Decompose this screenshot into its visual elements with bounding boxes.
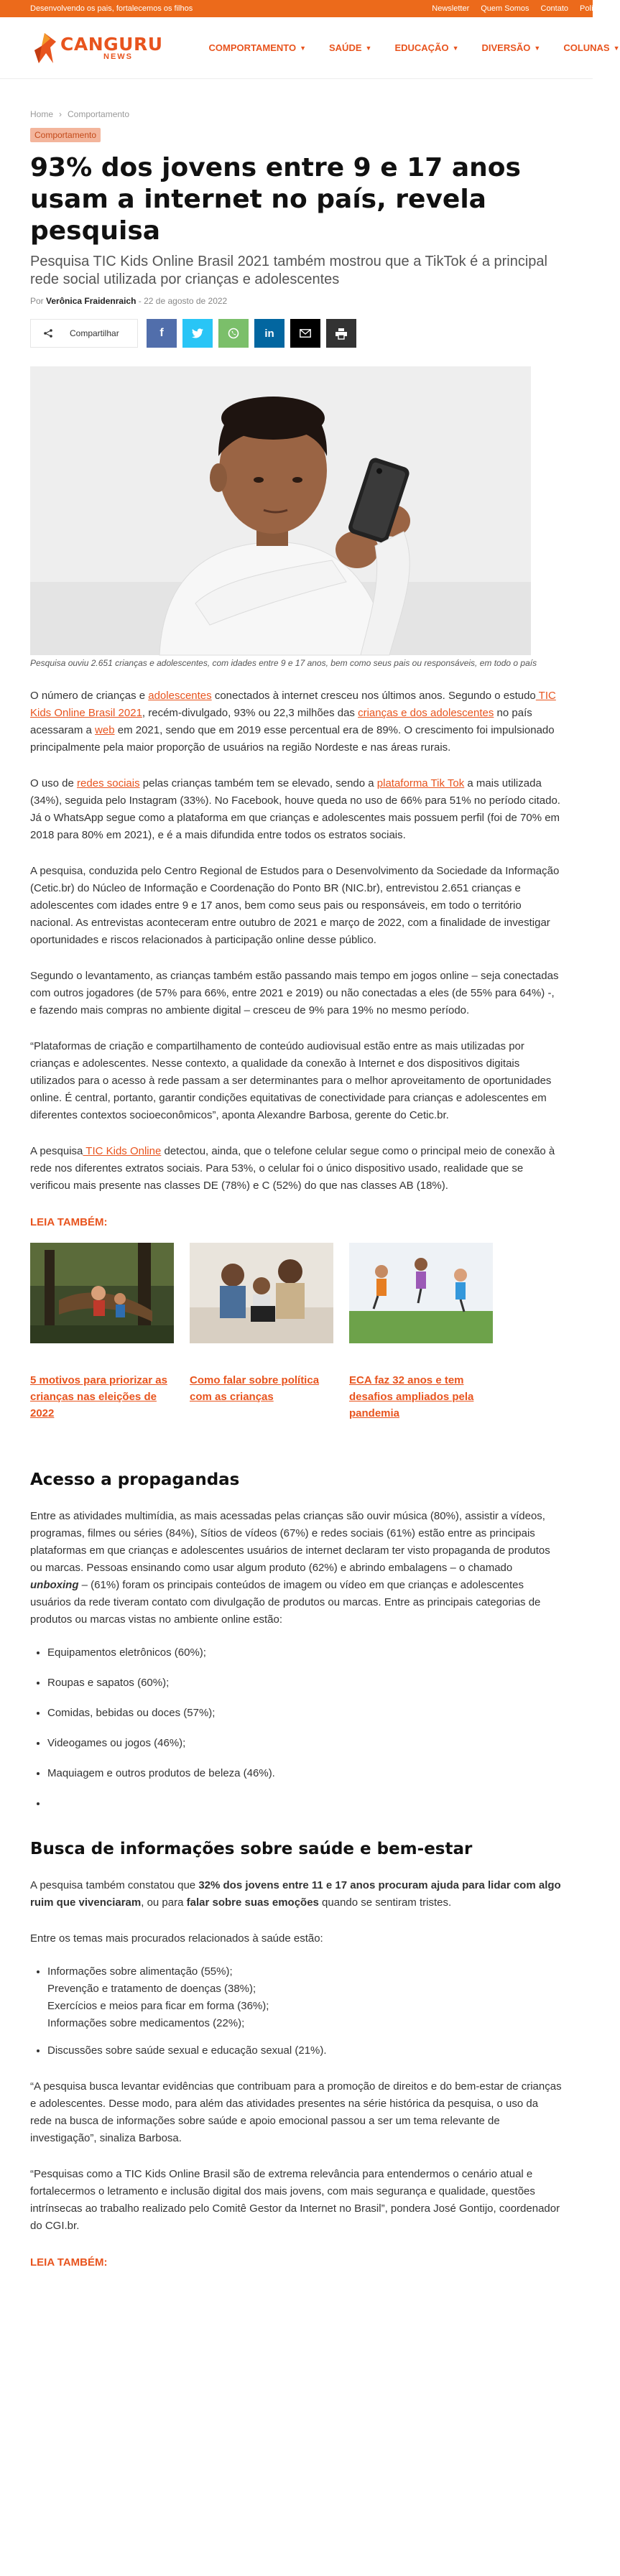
breadcrumb xyxy=(30,109,563,119)
hero-caption: Pesquisa ouviu 2.651 crianças e adolescentes, com idades entre 9 e 17 anos, bem como seus pais ou responsáveis, em todo o país xyxy=(30,658,537,668)
link-tic-kids-2021[interactable]: TIC Kids Online Brasil 2021 xyxy=(30,690,556,719)
page-title: 93% dos jovens entre 9 e 17 anos usam a internet no país, revela pesquisa xyxy=(30,153,521,246)
link-criancas-adolescentes[interactable]: crianças e dos adolescentes xyxy=(358,707,494,719)
whatsapp-icon xyxy=(228,328,239,339)
link-redes-sociais[interactable]: redes sociais xyxy=(77,777,140,789)
link-tic-kids-online[interactable]: TIC Kids Online xyxy=(83,1145,162,1157)
chevron-down-icon: ▼ xyxy=(613,44,620,52)
logo-brand: CANGURU xyxy=(60,33,163,55)
paragraph-1: O número de crianças e adolescentes conectados à internet cresceu nos últimos anos. Segundo o estudo TIC Kids Online Brasil 2021, recém-divulgado, 93% ou 22,3 milhões das crianças e dos adolescentes no país acessaram a web em 2021, sendo que em 2019 esse percentual era de 89%. O crescimento foi impulsionado principalmente pela maior proporção de usuários na região Nordeste e nas áreas rurais. xyxy=(30,690,556,754)
related-title-3[interactable]: ECA faz 32 anos e tem desafios ampliados pela pandemia xyxy=(349,1374,474,1419)
section-heading-propagandas: Acesso a propagandas xyxy=(30,1470,240,1489)
related-article-3[interactable] xyxy=(349,1243,493,1422)
list-item: • Videogames ou jogos (46%); xyxy=(47,1735,563,1752)
nav-saude[interactable]: SAÚDE ▼ xyxy=(329,42,372,53)
nav-educacao[interactable]: EDUCAÇÃO ▼ xyxy=(394,42,459,53)
kangaroo-logo-icon xyxy=(32,32,57,65)
paragraph-9: Entre os temas mais procurados relacionados à saúde estão: xyxy=(30,1932,323,1945)
related-thumbnail-1[interactable] xyxy=(30,1243,174,1343)
facebook-icon: f xyxy=(159,327,164,339)
site-logo[interactable] xyxy=(32,32,163,65)
top-bar xyxy=(0,0,601,17)
related-articles xyxy=(30,1243,563,1422)
list-item: • Maquiagem e outros produtos de beleza (46%). xyxy=(47,1765,563,1782)
health-topics-list xyxy=(30,1963,563,2060)
top-link-politica[interactable]: Polític xyxy=(580,4,601,13)
site-tagline: Desenvolvendo os pais, fortalecemos os filhos xyxy=(30,4,193,13)
chevron-down-icon: ▼ xyxy=(300,44,306,52)
paragraph-3: A pesquisa, conduzida pelo Centro Regional de Estudos para o Desenvolvimento da Sociedade da Informação (Cetic.br) do Núcleo de Informação e Coordenação do Ponto BR (NIC.br), entrevistou 2.651 crianças e adolescentes com idades entre 9 e 17 anos, bem como seus pais ou responsáveis, em todo o território nacional. As entrevistas aconteceram entre outubro de 2021 e março de 2022, com a finalidade de investigar oportunidades e riscos relacionados à participação online desse público. xyxy=(30,865,560,946)
link-web[interactable]: web xyxy=(95,724,115,736)
list-item-empty xyxy=(47,1795,563,1812)
nav-colunas[interactable]: COLUNAS ▼ xyxy=(563,42,620,53)
twitter-icon xyxy=(192,328,203,338)
related-thumbnail-3[interactable] xyxy=(349,1243,493,1343)
logo-sub: NEWS xyxy=(103,52,133,61)
list-item: • Informações sobre alimentação (55%); Prevenção e tratamento de doenças (38%); Exercícios e meios para ficar em forma (36%); Informações sobre medicamentos (22%); xyxy=(47,1963,563,2032)
top-links xyxy=(432,4,601,13)
whatsapp-share-button[interactable] xyxy=(218,319,249,348)
share-icon xyxy=(44,329,52,338)
linkedin-share-button[interactable] xyxy=(254,319,284,348)
chevron-down-icon: ▼ xyxy=(534,44,541,52)
envelope-icon xyxy=(300,329,311,338)
related-title-1[interactable]: 5 motivos para priorizar as crianças nas eleições de 2022 xyxy=(30,1374,167,1419)
leia-tambem-label-2: LEIA TAMBÉM: xyxy=(30,2256,108,2269)
article-subtitle: Pesquisa TIC Kids Online Brasil 2021 também mostrou que a TikTok é a principal rede social utilizada por crianças e adolescentes xyxy=(30,254,547,287)
chevron-down-icon: ▼ xyxy=(365,44,372,52)
related-article-1[interactable] xyxy=(30,1243,174,1422)
twitter-share-button[interactable] xyxy=(182,319,213,348)
paragraph-7: Entre as atividades multimídia, as mais acessadas pelas crianças são ouvir música (80%), assistir a vídeos, programas, filmes ou séries (84%), Sítios de vídeos (67%) e redes sociais (61%) estão entre as principais plataformas em que crianças e adolescentes usuários de internet declaram ter visto propaganda de produtos ou marcas. Pessoas ensinando como usar algum produto (62%) e abrindo embalagens – o chamado unboxing – (61%) foram os principais conteúdos de imagem ou vídeo em que crianças e adolescentes usuários da rede tiveram contato com divulgação de produtos ou marcas. Entre as principais categorias de produtos ou marcas vistas no ambiente online estão: xyxy=(30,1510,550,1626)
paragraph-5: “Plataformas de criação e compartilhamento de conteúdo audiovisual estão entre as mais utilizadas por crianças e adolescentes. Nesse contexto, a qualidade da conexão à Internet e dos dispositivos digitais utilizados para o acesso à rede passam a ser determinantes para o melhor aproveitamento de oportunidades online. É central, portanto, garantir condições equitativas de conectividade para crianças e adolescentes em diferentes contextos socioeconômicos”, aponta Alexandre Barbosa, gerente do Cetic.br. xyxy=(30,1040,552,1121)
category-badge[interactable]: Comportamento xyxy=(30,128,101,142)
byline: Por Verônica Fraidenraich - 22 de agosto de 2022 xyxy=(30,296,228,306)
top-link-quem-somos[interactable]: Quem Somos xyxy=(481,4,529,13)
link-adolescentes[interactable]: adolescentes xyxy=(148,690,212,702)
children-forest-illustration xyxy=(30,1243,174,1343)
share-row xyxy=(30,319,563,348)
leia-tambem-label: LEIA TAMBÉM: xyxy=(30,1216,108,1228)
kids-jumping-illustration xyxy=(349,1243,493,1343)
breadcrumb-home[interactable]: Home xyxy=(30,109,54,119)
article-body xyxy=(30,687,563,2269)
list-item: • Equipamentos eletrônicos (60%); xyxy=(47,1644,563,1662)
article-wrap xyxy=(0,109,593,2269)
facebook-share-button[interactable] xyxy=(147,319,177,348)
link-plataforma-tiktok[interactable]: plataforma Tik Tok xyxy=(376,777,465,789)
paragraph-2: O uso de redes sociais pelas crianças também tem se elevado, sendo a plataforma Tik Tok a mais utilizada (34%), seguida pelo Instagram (33%). No Facebook, houve queda no uso de 66% para 51% no período citado. Já o WhatsApp segue como a plataforma em que crianças e adolescentes mais possuem perfil (foi de 70% em 2018 para 80% em 2021), e é a mais difundida entre todos os estratos sociais. xyxy=(30,777,560,841)
paragraph-11: “Pesquisas como a TIC Kids Online Brasil são de extrema relevância para entendermos o cenário atual e fortalecermos o letramento e inclusão digital dos mais jovens, com mais segurança e qualidade, questões intrínsecas ao trabalho realizado pelo Comitê Gestor da Internet no Brasil”, pondera José Gontijo, coordenador do CGI.br. xyxy=(30,2168,560,2232)
author-link[interactable]: Verônica Fraidenraich xyxy=(46,296,137,306)
printer-icon xyxy=(336,328,347,339)
hero-image xyxy=(30,366,531,655)
related-title-2[interactable]: Como falar sobre política com as crianças xyxy=(190,1374,320,1403)
linkedin-icon: in xyxy=(264,327,274,340)
breadcrumb-section[interactable]: Comportamento xyxy=(68,109,130,119)
main-nav xyxy=(209,42,620,53)
top-link-contato[interactable]: Contato xyxy=(540,4,569,13)
publish-date: 22 de agosto de 2022 xyxy=(144,296,228,306)
paragraph-4: Segundo o levantamento, as crianças também estão passando mais tempo em jogos online – seja conectadas com outros jogadores (de 57% para 66%, entre 2021 e 2019) ou não conectadas a eles (de 55% para 64%) -, e fazendo mais compras no ambiente digital – cresceu de 9% para 19% no mesmo período. xyxy=(30,970,559,1016)
related-article-2[interactable] xyxy=(190,1243,333,1422)
related-thumbnail-2[interactable] xyxy=(190,1243,333,1343)
print-button[interactable] xyxy=(326,319,356,348)
section-heading-saude: Busca de informações sobre saúde e bem-estar xyxy=(30,1840,473,1858)
email-share-button[interactable] xyxy=(290,319,320,348)
list-item: • Roupas e sapatos (60%); xyxy=(47,1674,563,1692)
chevron-down-icon: ▼ xyxy=(452,44,459,52)
paragraph-10: “A pesquisa busca levantar evidências que contribuam para a promoção de direitos e do bem-estar de crianças e adolescentes. Desse modo, para além das atividades presentes na série histórica da pesquisa, o uso da rede na busca de informações sobre saúde e apoio emocional passou a ser um tema relevante de investigação”, sinaliza Barbosa. xyxy=(30,2080,562,2144)
site-header xyxy=(0,17,620,79)
top-link-newsletter[interactable]: Newsletter xyxy=(432,4,470,13)
nav-comportamento[interactable]: COMPORTAMENTO ▼ xyxy=(208,42,306,53)
nav-diversao[interactable]: DIVERSÃO ▼ xyxy=(481,42,541,53)
boy-with-phone-illustration xyxy=(30,366,531,655)
product-categories-list xyxy=(30,1644,563,1812)
breadcrumb-separator: › xyxy=(59,109,63,119)
paragraph-8: A pesquisa também constatou que 32% dos jovens entre 11 e 17 anos procuram ajuda para lidar com algo ruim que vivenciaram, ou para falar sobre suas emoções quando se sentiram tristes. xyxy=(30,1879,561,1909)
list-item: • Discussões sobre saúde sexual e educação sexual (21%). xyxy=(47,2042,563,2060)
list-item: • Comidas, bebidas ou doces (57%); xyxy=(47,1705,563,1722)
share-button[interactable]: Compartilhar xyxy=(30,319,138,348)
paragraph-6: A pesquisa TIC Kids Online detectou, ainda, que o telefone celular segue como o principal meio de conexão à rede nos diferentes extratos sociais. Para 53%, o celular foi o único dispositivo usado, realidade que se verificou mais presente nas classes DE (78%) e C (52%) do que nas classes AB (18%). xyxy=(30,1145,555,1192)
family-tablet-illustration xyxy=(190,1243,333,1343)
